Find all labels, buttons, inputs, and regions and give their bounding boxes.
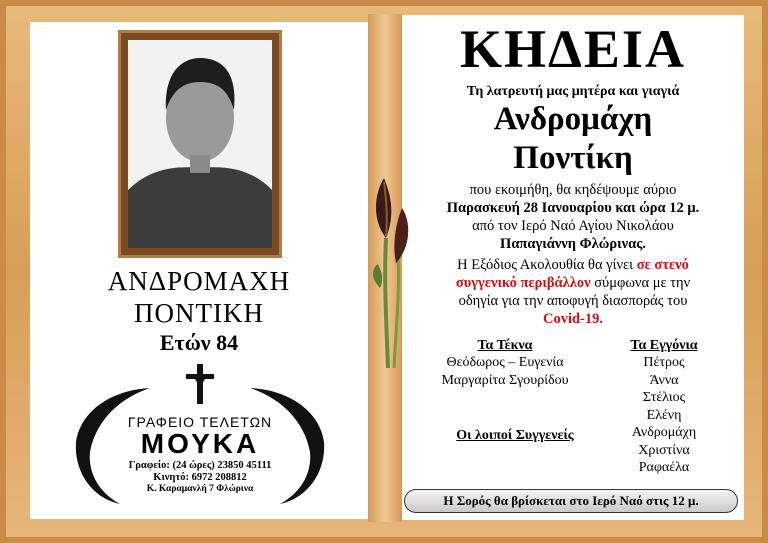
notice-name-first: Ανδρομάχη xyxy=(493,101,653,137)
notice-title: ΚΗΔΕΙΑ xyxy=(460,19,686,79)
deceased-photo-frame xyxy=(118,30,282,258)
grandchild-name: Ελένη xyxy=(646,407,682,423)
deceased-name-last: ΠΟΝΤΙΚΗ xyxy=(134,298,264,328)
notice-line-1: που εκοιμήθη, θα κηδέψουμε αύριο xyxy=(469,182,677,198)
grandchildren-header: Τα Εγγόνια xyxy=(630,338,698,353)
grandchildren-list xyxy=(604,354,724,477)
notice-line-5-highlight: σε στενό xyxy=(636,257,689,273)
funeral-home-office-phone: Γραφείο: (24 ώρες) 23850 45111 xyxy=(128,460,272,471)
children-header: Τα Τέκνα xyxy=(477,338,533,353)
child-name: Θεόδωρος – Ευγενία xyxy=(446,355,564,370)
deceased-portrait-image xyxy=(128,40,272,248)
relatives-label: Οι λοιποί Συγγενείς xyxy=(456,428,574,443)
grandchild-name: Ραφαέλα xyxy=(638,460,690,475)
deceased-age: Ετών 84 xyxy=(159,330,239,355)
notice-line-6-highlight: συγγενικό περιβάλλον xyxy=(455,275,591,291)
deceased-name-first: ΑΝΔΡΟΜΑΧΗ xyxy=(107,266,291,296)
child-name: Μαργαρίτα Σγουρίδου xyxy=(441,372,569,388)
grandchild-name: Πέτρος xyxy=(643,355,685,370)
notice-line-7: οδηγία για την αποφυγή διασποράς του xyxy=(458,293,688,309)
funeral-home-title: ΓΡΑΦΕΙΟ ΤΕΛΕΤΩΝ xyxy=(127,414,273,430)
funeral-home-logo xyxy=(70,362,330,512)
funeral-home-mobile-phone: Κινητό: 6972 208812 xyxy=(153,472,247,483)
notice-intro: Τη λατρευτή μας μητέρα και γιαγιά xyxy=(466,84,680,99)
notice-name-last: Ποντίκη xyxy=(513,140,633,176)
funeral-home-address: Κ. Καραμανλή 7 Φλώρινα xyxy=(146,484,254,494)
children-list xyxy=(410,354,600,389)
notice-line-6 xyxy=(402,274,744,292)
notice-line-8: Covid-19. xyxy=(542,311,604,327)
notice-line-3: από τον Ιερό Ναό Αγίου Νικολάου xyxy=(472,218,674,234)
notice-line-5 xyxy=(402,256,744,274)
notice-line-4: Παπαγιάννη Φλώρινας. xyxy=(500,236,646,252)
notice-line-5-text: Η Εξόδιος Ακολουθία θα γίνει xyxy=(457,257,637,273)
grandchild-name: Άννα xyxy=(649,372,679,388)
notice-line-2: Παρασκευή 28 Ιανουαρίου και ώρα 12 μ. xyxy=(446,200,700,216)
viewing-banner: Η Σορός θα βρίσκεται στο Ιερό Ναό στις 12 μ. xyxy=(404,489,738,513)
funeral-home-name: ΜΟΥΚΑ xyxy=(140,428,260,459)
grandchild-name: Ανδρομάχη xyxy=(631,425,697,440)
notice-line-6-text: σύμφωνα με την xyxy=(590,275,691,291)
grandchild-name: Χριστίνα xyxy=(638,442,690,458)
grandchild-name: Στέλιος xyxy=(642,390,686,405)
